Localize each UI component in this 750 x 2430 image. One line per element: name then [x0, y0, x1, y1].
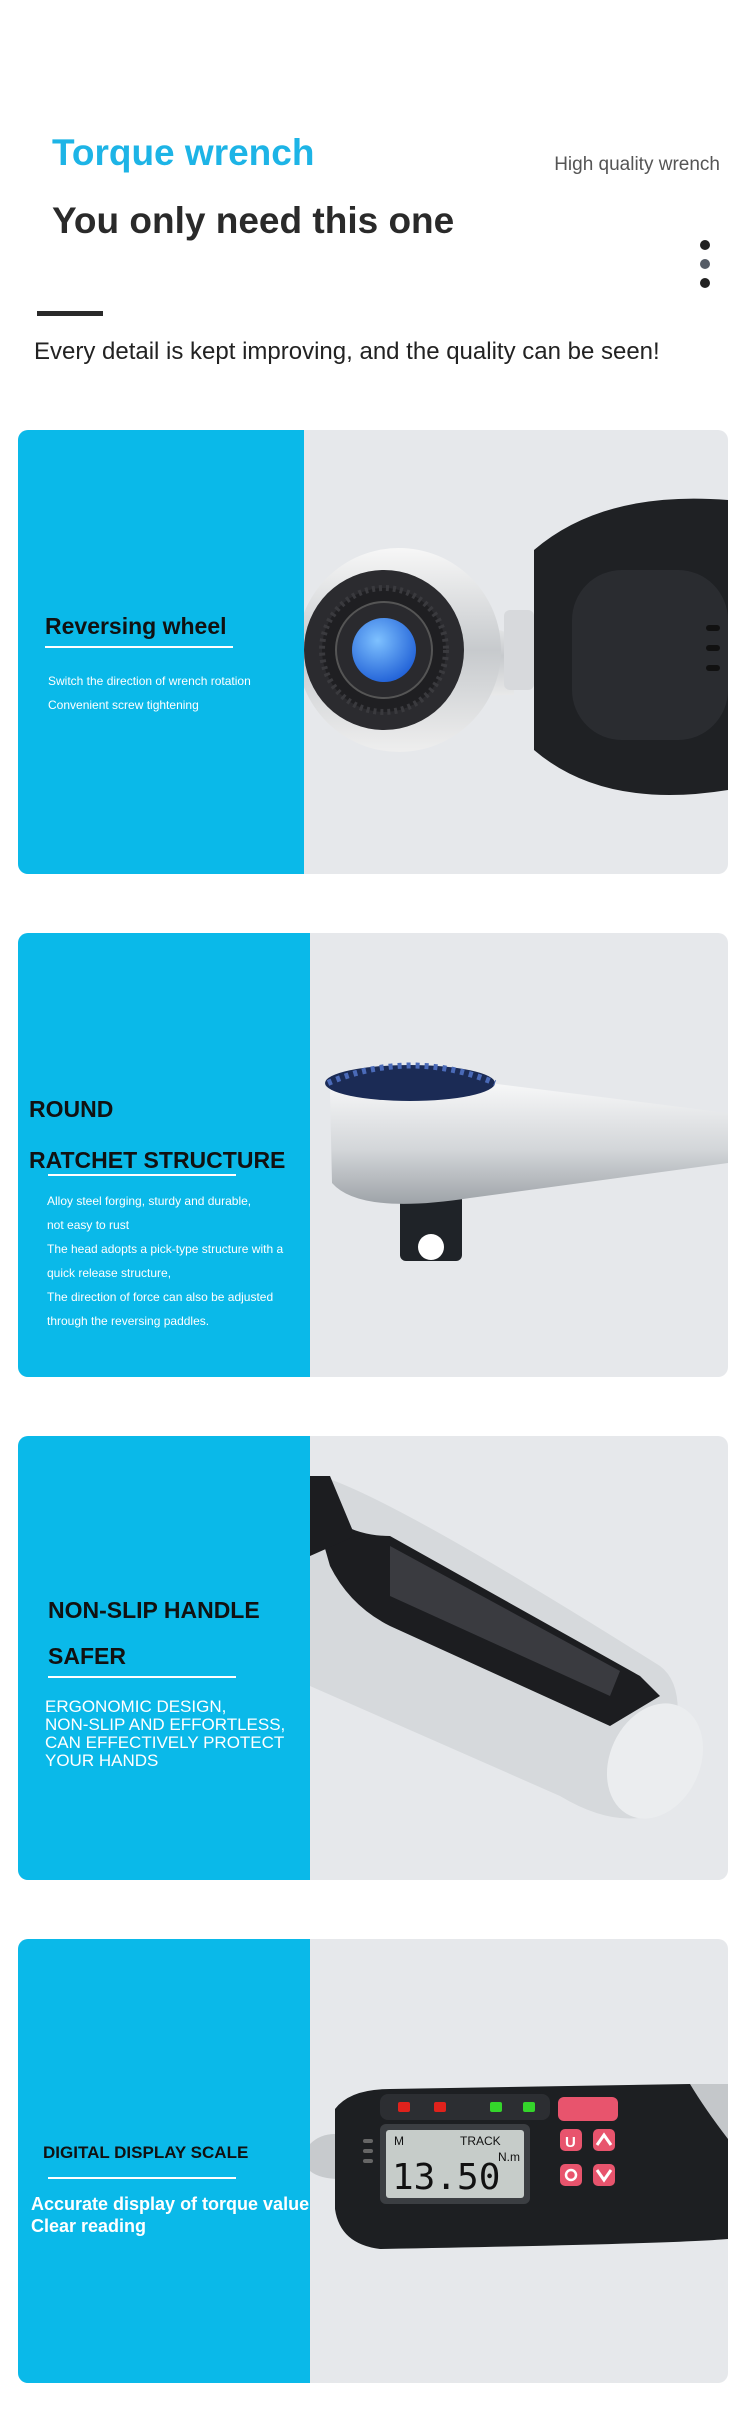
feature-heading: Reversing wheel [45, 613, 227, 639]
feature-heading: DIGITAL DISPLAY SCALE [43, 2143, 249, 2162]
heading-underline [48, 1676, 236, 1678]
feature-card-display [18, 1939, 728, 2383]
page-title: Torque wrench [52, 132, 315, 173]
feature-description: Accurate display of torque value Clear reading [31, 2194, 310, 2236]
display-unit-label: N.m [498, 2150, 520, 2164]
handle-photo [310, 1436, 728, 1880]
feature-card-reversing-wheel [18, 430, 728, 874]
display-track-label: TRACK [460, 2134, 501, 2148]
feature-description: ERGONOMIC DESIGN, NON-SLIP AND EFFORTLESS, CAN EFFECTIVELY PROTECT YOUR HANDS [45, 1697, 286, 1770]
feature-panel [18, 1436, 310, 1880]
digital-display-photo [310, 1939, 728, 2383]
tagline: High quality wrench [554, 154, 720, 175]
svg-text:U: U [565, 2134, 576, 2151]
down-button[interactable] [593, 2164, 615, 2186]
feature-heading: NON-SLIP HANDLE SAFER [48, 1597, 260, 1669]
heading-underline [48, 2177, 236, 2179]
feature-description: Alloy steel forging, sturdy and durable, not easy to rust The head adopts a pick-type structure with a quick release structure, The direction of force can also be adjusted through the reversing paddles. [47, 1194, 284, 1328]
heading-underline [45, 646, 233, 648]
feature-description: Switch the direction of wrench rotation Convenient screw tightening [48, 674, 251, 712]
feature-card-ratchet [18, 933, 728, 1377]
headline: You only need this one [52, 200, 455, 241]
heading-underline [48, 1174, 236, 1176]
power-button[interactable] [558, 2097, 618, 2121]
feature-panel [18, 430, 304, 874]
display-mode-label: M [394, 2134, 404, 2148]
reset-button[interactable] [560, 2164, 582, 2186]
more-menu-icon[interactable] [700, 240, 712, 297]
feature-card-handle [18, 1436, 728, 1880]
up-button[interactable] [593, 2129, 615, 2151]
ratchet-head-photo [310, 933, 728, 1377]
feature-heading: ROUND RATCHET STRUCTURE [29, 1096, 286, 1173]
feature-panel [18, 933, 310, 1377]
feature-panel [18, 1939, 310, 2383]
divider [37, 311, 103, 316]
reversing-wheel-photo [304, 430, 728, 874]
intro-text: Every detail is kept improving, and the quality can be seen! [34, 338, 660, 365]
display-value: 13.50 [392, 2157, 501, 2198]
